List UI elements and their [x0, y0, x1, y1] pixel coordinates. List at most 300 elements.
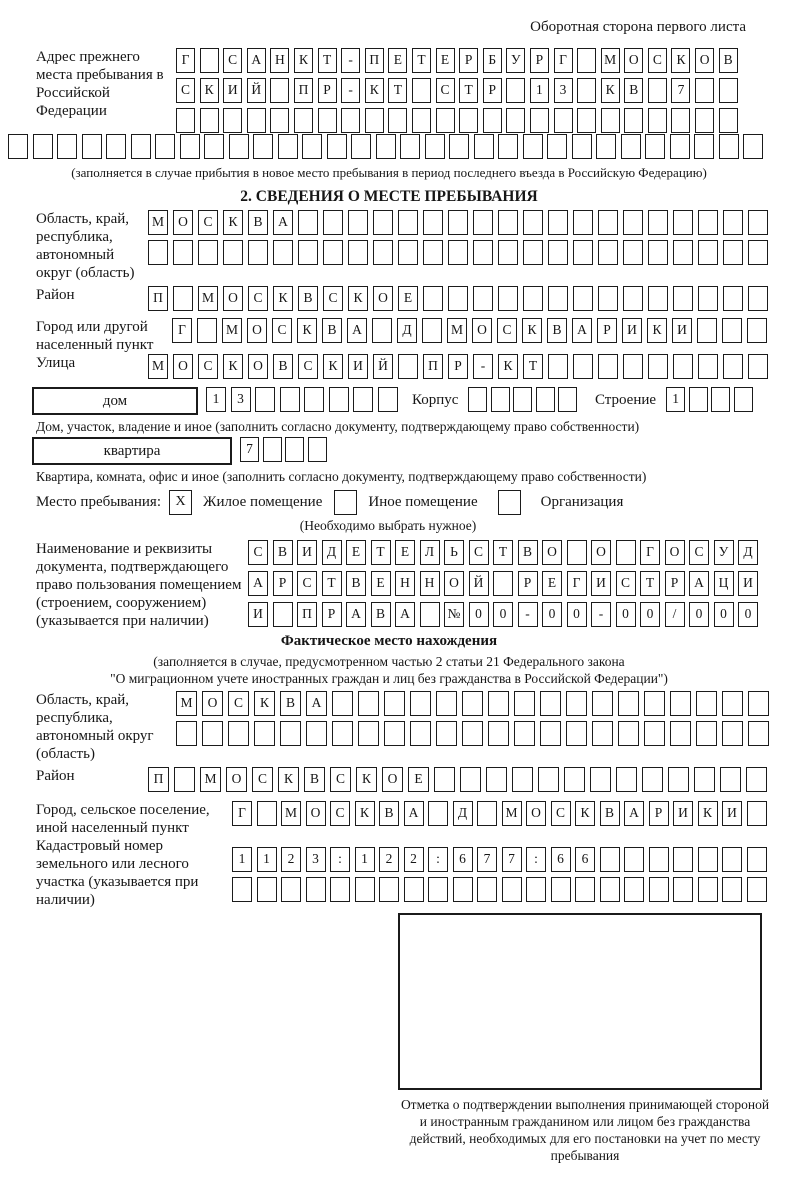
- char-box[interactable]: [577, 48, 596, 73]
- char-box[interactable]: [564, 767, 585, 792]
- char-box[interactable]: А: [248, 571, 268, 596]
- char-box[interactable]: [723, 354, 743, 379]
- char-box[interactable]: [719, 108, 738, 133]
- char-box[interactable]: [671, 108, 690, 133]
- char-box[interactable]: [253, 134, 273, 159]
- char-box[interactable]: [254, 721, 275, 746]
- char-box[interactable]: В: [600, 801, 620, 826]
- char-box[interactable]: К: [223, 354, 243, 379]
- char-box[interactable]: [306, 877, 326, 902]
- char-box[interactable]: [616, 767, 637, 792]
- char-box[interactable]: [618, 721, 639, 746]
- char-box[interactable]: Т: [640, 571, 660, 596]
- char-box[interactable]: К: [273, 286, 293, 311]
- char-box[interactable]: [695, 108, 714, 133]
- char-box[interactable]: [648, 210, 668, 235]
- char-box[interactable]: Л: [420, 540, 440, 565]
- char-box[interactable]: К: [647, 318, 667, 343]
- char-box[interactable]: Т: [318, 48, 337, 73]
- char-box[interactable]: Й: [247, 78, 266, 103]
- char-box[interactable]: [449, 134, 469, 159]
- char-box[interactable]: [462, 721, 483, 746]
- char-box[interactable]: [698, 354, 718, 379]
- char-box[interactable]: [348, 210, 368, 235]
- char-box[interactable]: В: [273, 540, 293, 565]
- char-box[interactable]: Д: [322, 540, 342, 565]
- char-box[interactable]: 7: [477, 847, 497, 872]
- char-box[interactable]: Р: [649, 801, 669, 826]
- char-box[interactable]: О: [248, 354, 268, 379]
- char-box[interactable]: [747, 318, 767, 343]
- char-box[interactable]: [548, 240, 568, 265]
- char-box[interactable]: [400, 134, 420, 159]
- char-box[interactable]: [197, 318, 217, 343]
- char-box[interactable]: [33, 134, 53, 159]
- char-box[interactable]: Ь: [444, 540, 464, 565]
- char-box[interactable]: [673, 210, 693, 235]
- char-box[interactable]: [410, 691, 431, 716]
- char-box[interactable]: О: [695, 48, 714, 73]
- char-box[interactable]: С: [272, 318, 292, 343]
- char-box[interactable]: [743, 134, 763, 159]
- char-box[interactable]: [384, 691, 405, 716]
- char-box[interactable]: Р: [530, 48, 549, 73]
- checkbox-organizatsiya[interactable]: [498, 490, 521, 515]
- char-box[interactable]: К: [254, 691, 275, 716]
- char-box[interactable]: [572, 134, 592, 159]
- char-box[interactable]: [623, 286, 643, 311]
- char-box[interactable]: [573, 354, 593, 379]
- char-box[interactable]: [477, 801, 497, 826]
- char-box[interactable]: 1: [206, 387, 226, 412]
- char-box[interactable]: [575, 877, 595, 902]
- char-box[interactable]: [498, 210, 518, 235]
- char-box[interactable]: [502, 877, 522, 902]
- char-box[interactable]: [348, 240, 368, 265]
- char-box[interactable]: 0: [493, 602, 513, 627]
- char-box[interactable]: [498, 286, 518, 311]
- char-box[interactable]: Г: [567, 571, 587, 596]
- char-box[interactable]: К: [671, 48, 690, 73]
- char-box[interactable]: [513, 387, 532, 412]
- char-box[interactable]: [722, 877, 742, 902]
- char-box[interactable]: [486, 767, 507, 792]
- char-box[interactable]: [554, 108, 573, 133]
- char-box[interactable]: [398, 210, 418, 235]
- char-box[interactable]: [540, 691, 561, 716]
- char-box[interactable]: [453, 877, 473, 902]
- char-box[interactable]: [536, 387, 555, 412]
- char-box[interactable]: 0: [738, 602, 758, 627]
- char-box[interactable]: [648, 78, 667, 103]
- char-box[interactable]: [698, 210, 718, 235]
- char-box[interactable]: Т: [523, 354, 543, 379]
- char-box[interactable]: В: [304, 767, 325, 792]
- char-box[interactable]: В: [719, 48, 738, 73]
- char-box[interactable]: К: [294, 48, 313, 73]
- char-box[interactable]: С: [298, 354, 318, 379]
- char-box[interactable]: Е: [408, 767, 429, 792]
- char-box[interactable]: [448, 240, 468, 265]
- char-box[interactable]: С: [252, 767, 273, 792]
- char-box[interactable]: К: [355, 801, 375, 826]
- char-box[interactable]: [318, 108, 337, 133]
- char-box[interactable]: [176, 108, 195, 133]
- char-box[interactable]: П: [148, 767, 169, 792]
- char-box[interactable]: -: [341, 48, 360, 73]
- char-box[interactable]: [257, 877, 277, 902]
- char-box[interactable]: [358, 721, 379, 746]
- char-box[interactable]: [131, 134, 151, 159]
- char-box[interactable]: [592, 691, 613, 716]
- char-box[interactable]: П: [365, 48, 384, 73]
- char-box[interactable]: [351, 134, 371, 159]
- char-box[interactable]: [577, 78, 596, 103]
- char-box[interactable]: [273, 602, 293, 627]
- char-box[interactable]: [748, 210, 768, 235]
- char-box[interactable]: [462, 691, 483, 716]
- char-box[interactable]: М: [198, 286, 218, 311]
- char-box[interactable]: [592, 721, 613, 746]
- char-box[interactable]: Г: [232, 801, 252, 826]
- char-box[interactable]: [649, 877, 669, 902]
- char-box[interactable]: [280, 387, 300, 412]
- char-box[interactable]: 0: [640, 602, 660, 627]
- char-box[interactable]: [512, 767, 533, 792]
- char-box[interactable]: 7: [671, 78, 690, 103]
- char-box[interactable]: [540, 721, 561, 746]
- char-box[interactable]: Е: [542, 571, 562, 596]
- char-box[interactable]: [623, 210, 643, 235]
- char-box[interactable]: [281, 877, 301, 902]
- char-box[interactable]: Р: [273, 571, 293, 596]
- char-box[interactable]: 0: [469, 602, 489, 627]
- char-box[interactable]: [332, 721, 353, 746]
- char-box[interactable]: Е: [346, 540, 366, 565]
- char-box[interactable]: [341, 108, 360, 133]
- char-box[interactable]: [257, 801, 277, 826]
- char-box[interactable]: [372, 318, 392, 343]
- char-box[interactable]: В: [273, 354, 293, 379]
- char-box[interactable]: О: [173, 354, 193, 379]
- char-box[interactable]: [698, 286, 718, 311]
- char-box[interactable]: О: [665, 540, 685, 565]
- char-box[interactable]: [577, 108, 596, 133]
- char-box[interactable]: В: [280, 691, 301, 716]
- char-box[interactable]: [590, 767, 611, 792]
- char-box[interactable]: Й: [373, 354, 393, 379]
- char-box[interactable]: [601, 108, 620, 133]
- char-box[interactable]: [294, 108, 313, 133]
- char-box[interactable]: П: [294, 78, 313, 103]
- char-box[interactable]: [596, 134, 616, 159]
- char-box[interactable]: [598, 210, 618, 235]
- char-box[interactable]: О: [472, 318, 492, 343]
- char-box[interactable]: [278, 134, 298, 159]
- char-box[interactable]: [523, 134, 543, 159]
- char-box[interactable]: [697, 318, 717, 343]
- char-box[interactable]: И: [348, 354, 368, 379]
- char-box[interactable]: [378, 387, 398, 412]
- char-box[interactable]: [329, 387, 349, 412]
- char-box[interactable]: [567, 540, 587, 565]
- char-box[interactable]: [748, 354, 768, 379]
- char-box[interactable]: [473, 240, 493, 265]
- char-box[interactable]: [723, 286, 743, 311]
- char-box[interactable]: [523, 286, 543, 311]
- char-box[interactable]: Н: [395, 571, 415, 596]
- char-box[interactable]: 7: [502, 847, 522, 872]
- char-box[interactable]: [696, 691, 717, 716]
- char-box[interactable]: [623, 354, 643, 379]
- char-box[interactable]: [538, 767, 559, 792]
- char-box[interactable]: А: [624, 801, 644, 826]
- char-box[interactable]: М: [601, 48, 620, 73]
- char-box[interactable]: -: [341, 78, 360, 103]
- char-box[interactable]: [722, 691, 743, 716]
- char-box[interactable]: [304, 387, 324, 412]
- char-box[interactable]: [82, 134, 102, 159]
- char-box[interactable]: [198, 240, 218, 265]
- char-box[interactable]: [308, 437, 327, 462]
- char-box[interactable]: М: [148, 210, 168, 235]
- char-box[interactable]: -: [591, 602, 611, 627]
- char-box[interactable]: [748, 240, 768, 265]
- char-box[interactable]: 2: [404, 847, 424, 872]
- char-box[interactable]: [618, 691, 639, 716]
- char-box[interactable]: [624, 877, 644, 902]
- char-box[interactable]: Е: [398, 286, 418, 311]
- char-box[interactable]: [477, 877, 497, 902]
- char-box[interactable]: /: [665, 602, 685, 627]
- char-box[interactable]: [698, 847, 718, 872]
- char-box[interactable]: С: [330, 767, 351, 792]
- char-box[interactable]: К: [498, 354, 518, 379]
- char-box[interactable]: [719, 134, 739, 159]
- char-box[interactable]: А: [395, 602, 415, 627]
- char-box[interactable]: [306, 721, 327, 746]
- char-box[interactable]: С: [297, 571, 317, 596]
- char-box[interactable]: [493, 571, 513, 596]
- char-box[interactable]: В: [547, 318, 567, 343]
- char-box[interactable]: 0: [542, 602, 562, 627]
- char-box[interactable]: [648, 108, 667, 133]
- char-box[interactable]: В: [371, 602, 391, 627]
- char-box[interactable]: [649, 847, 669, 872]
- char-box[interactable]: [600, 847, 620, 872]
- char-box[interactable]: О: [542, 540, 562, 565]
- char-box[interactable]: С: [551, 801, 571, 826]
- char-box[interactable]: 0: [714, 602, 734, 627]
- char-box[interactable]: [648, 354, 668, 379]
- char-box[interactable]: [624, 108, 643, 133]
- char-box[interactable]: [526, 877, 546, 902]
- char-box[interactable]: [491, 387, 510, 412]
- char-box[interactable]: [623, 240, 643, 265]
- char-box[interactable]: С: [436, 78, 455, 103]
- char-box[interactable]: А: [689, 571, 709, 596]
- char-box[interactable]: [694, 134, 714, 159]
- char-box[interactable]: [722, 847, 742, 872]
- char-box[interactable]: [232, 877, 252, 902]
- char-box[interactable]: [746, 767, 767, 792]
- char-box[interactable]: А: [247, 48, 266, 73]
- char-box[interactable]: [200, 48, 219, 73]
- char-box[interactable]: Р: [318, 78, 337, 103]
- char-box[interactable]: С: [330, 801, 350, 826]
- char-box[interactable]: 6: [551, 847, 571, 872]
- char-box[interactable]: 3: [231, 387, 251, 412]
- char-box[interactable]: Р: [322, 602, 342, 627]
- char-box[interactable]: [468, 387, 487, 412]
- char-box[interactable]: [530, 108, 549, 133]
- char-box[interactable]: И: [223, 78, 242, 103]
- char-box[interactable]: М: [447, 318, 467, 343]
- char-box[interactable]: Г: [640, 540, 660, 565]
- char-box[interactable]: Е: [371, 571, 391, 596]
- char-box[interactable]: Й: [469, 571, 489, 596]
- char-box[interactable]: И: [672, 318, 692, 343]
- char-box[interactable]: Г: [554, 48, 573, 73]
- char-box[interactable]: [598, 286, 618, 311]
- char-box[interactable]: [384, 721, 405, 746]
- char-box[interactable]: И: [722, 801, 742, 826]
- char-box[interactable]: [473, 210, 493, 235]
- char-box[interactable]: [200, 108, 219, 133]
- char-box[interactable]: [373, 210, 393, 235]
- char-box[interactable]: [748, 721, 769, 746]
- char-box[interactable]: [698, 240, 718, 265]
- char-box[interactable]: 6: [575, 847, 595, 872]
- char-box[interactable]: Г: [176, 48, 195, 73]
- char-box[interactable]: 3: [306, 847, 326, 872]
- char-box[interactable]: В: [518, 540, 538, 565]
- char-box[interactable]: [506, 108, 525, 133]
- char-box[interactable]: О: [382, 767, 403, 792]
- char-box[interactable]: [180, 134, 200, 159]
- char-box[interactable]: [711, 387, 730, 412]
- char-box[interactable]: [548, 354, 568, 379]
- char-box[interactable]: [642, 767, 663, 792]
- char-box[interactable]: Т: [388, 78, 407, 103]
- char-box[interactable]: С: [689, 540, 709, 565]
- char-box[interactable]: [747, 801, 767, 826]
- char-box[interactable]: [173, 286, 193, 311]
- char-box[interactable]: М: [200, 767, 221, 792]
- char-box[interactable]: М: [176, 691, 197, 716]
- char-box[interactable]: [412, 108, 431, 133]
- char-box[interactable]: С: [248, 286, 268, 311]
- char-box[interactable]: [358, 691, 379, 716]
- char-box[interactable]: [412, 78, 431, 103]
- char-box[interactable]: [204, 134, 224, 159]
- char-box[interactable]: [148, 240, 168, 265]
- char-box[interactable]: И: [297, 540, 317, 565]
- char-box[interactable]: [673, 286, 693, 311]
- char-box[interactable]: [573, 210, 593, 235]
- char-box[interactable]: О: [202, 691, 223, 716]
- char-box[interactable]: С: [616, 571, 636, 596]
- char-box[interactable]: 1: [355, 847, 375, 872]
- checkbox-inoe-pomeshchenie[interactable]: [334, 490, 357, 515]
- char-box[interactable]: [696, 721, 717, 746]
- char-box[interactable]: [720, 767, 741, 792]
- char-box[interactable]: 2: [379, 847, 399, 872]
- char-box[interactable]: [673, 847, 693, 872]
- char-box[interactable]: А: [306, 691, 327, 716]
- char-box[interactable]: Т: [493, 540, 513, 565]
- char-box[interactable]: С: [198, 354, 218, 379]
- char-box[interactable]: К: [356, 767, 377, 792]
- char-box[interactable]: [330, 877, 350, 902]
- char-box[interactable]: С: [176, 78, 195, 103]
- char-box[interactable]: Д: [453, 801, 473, 826]
- char-box[interactable]: К: [698, 801, 718, 826]
- char-box[interactable]: Р: [448, 354, 468, 379]
- char-box[interactable]: Р: [459, 48, 478, 73]
- char-box[interactable]: О: [223, 286, 243, 311]
- char-box[interactable]: [423, 210, 443, 235]
- char-box[interactable]: -: [473, 354, 493, 379]
- char-box[interactable]: [719, 78, 738, 103]
- char-box[interactable]: [404, 877, 424, 902]
- char-box[interactable]: Т: [459, 78, 478, 103]
- char-box[interactable]: [434, 767, 455, 792]
- char-box[interactable]: О: [591, 540, 611, 565]
- char-box[interactable]: Р: [518, 571, 538, 596]
- char-box[interactable]: В: [248, 210, 268, 235]
- char-box[interactable]: [673, 240, 693, 265]
- char-box[interactable]: [263, 437, 282, 462]
- char-box[interactable]: К: [278, 767, 299, 792]
- char-box[interactable]: -: [518, 602, 538, 627]
- char-box[interactable]: [551, 877, 571, 902]
- char-box[interactable]: К: [575, 801, 595, 826]
- char-box[interactable]: О: [444, 571, 464, 596]
- char-box[interactable]: [436, 691, 457, 716]
- char-box[interactable]: А: [346, 602, 366, 627]
- char-box[interactable]: [644, 691, 665, 716]
- char-box[interactable]: С: [469, 540, 489, 565]
- char-box[interactable]: [474, 134, 494, 159]
- char-box[interactable]: Т: [322, 571, 342, 596]
- char-box[interactable]: :: [526, 847, 546, 872]
- char-box[interactable]: [323, 210, 343, 235]
- char-box[interactable]: [498, 240, 518, 265]
- char-box[interactable]: [423, 286, 443, 311]
- char-box[interactable]: 1: [257, 847, 277, 872]
- checkbox-zhiloe-pomeshchenie[interactable]: X: [169, 490, 192, 515]
- char-box[interactable]: 0: [616, 602, 636, 627]
- char-box[interactable]: [8, 134, 28, 159]
- char-box[interactable]: [398, 240, 418, 265]
- char-box[interactable]: [270, 78, 289, 103]
- char-box[interactable]: М: [222, 318, 242, 343]
- char-box[interactable]: [285, 437, 304, 462]
- char-box[interactable]: Т: [371, 540, 391, 565]
- char-box[interactable]: [423, 240, 443, 265]
- char-box[interactable]: П: [148, 286, 168, 311]
- char-box[interactable]: [229, 134, 249, 159]
- char-box[interactable]: К: [200, 78, 219, 103]
- char-box[interactable]: [436, 721, 457, 746]
- char-box[interactable]: А: [347, 318, 367, 343]
- char-box[interactable]: [273, 240, 293, 265]
- char-box[interactable]: [410, 721, 431, 746]
- char-box[interactable]: И: [248, 602, 268, 627]
- char-box[interactable]: [398, 354, 418, 379]
- char-box[interactable]: И: [673, 801, 693, 826]
